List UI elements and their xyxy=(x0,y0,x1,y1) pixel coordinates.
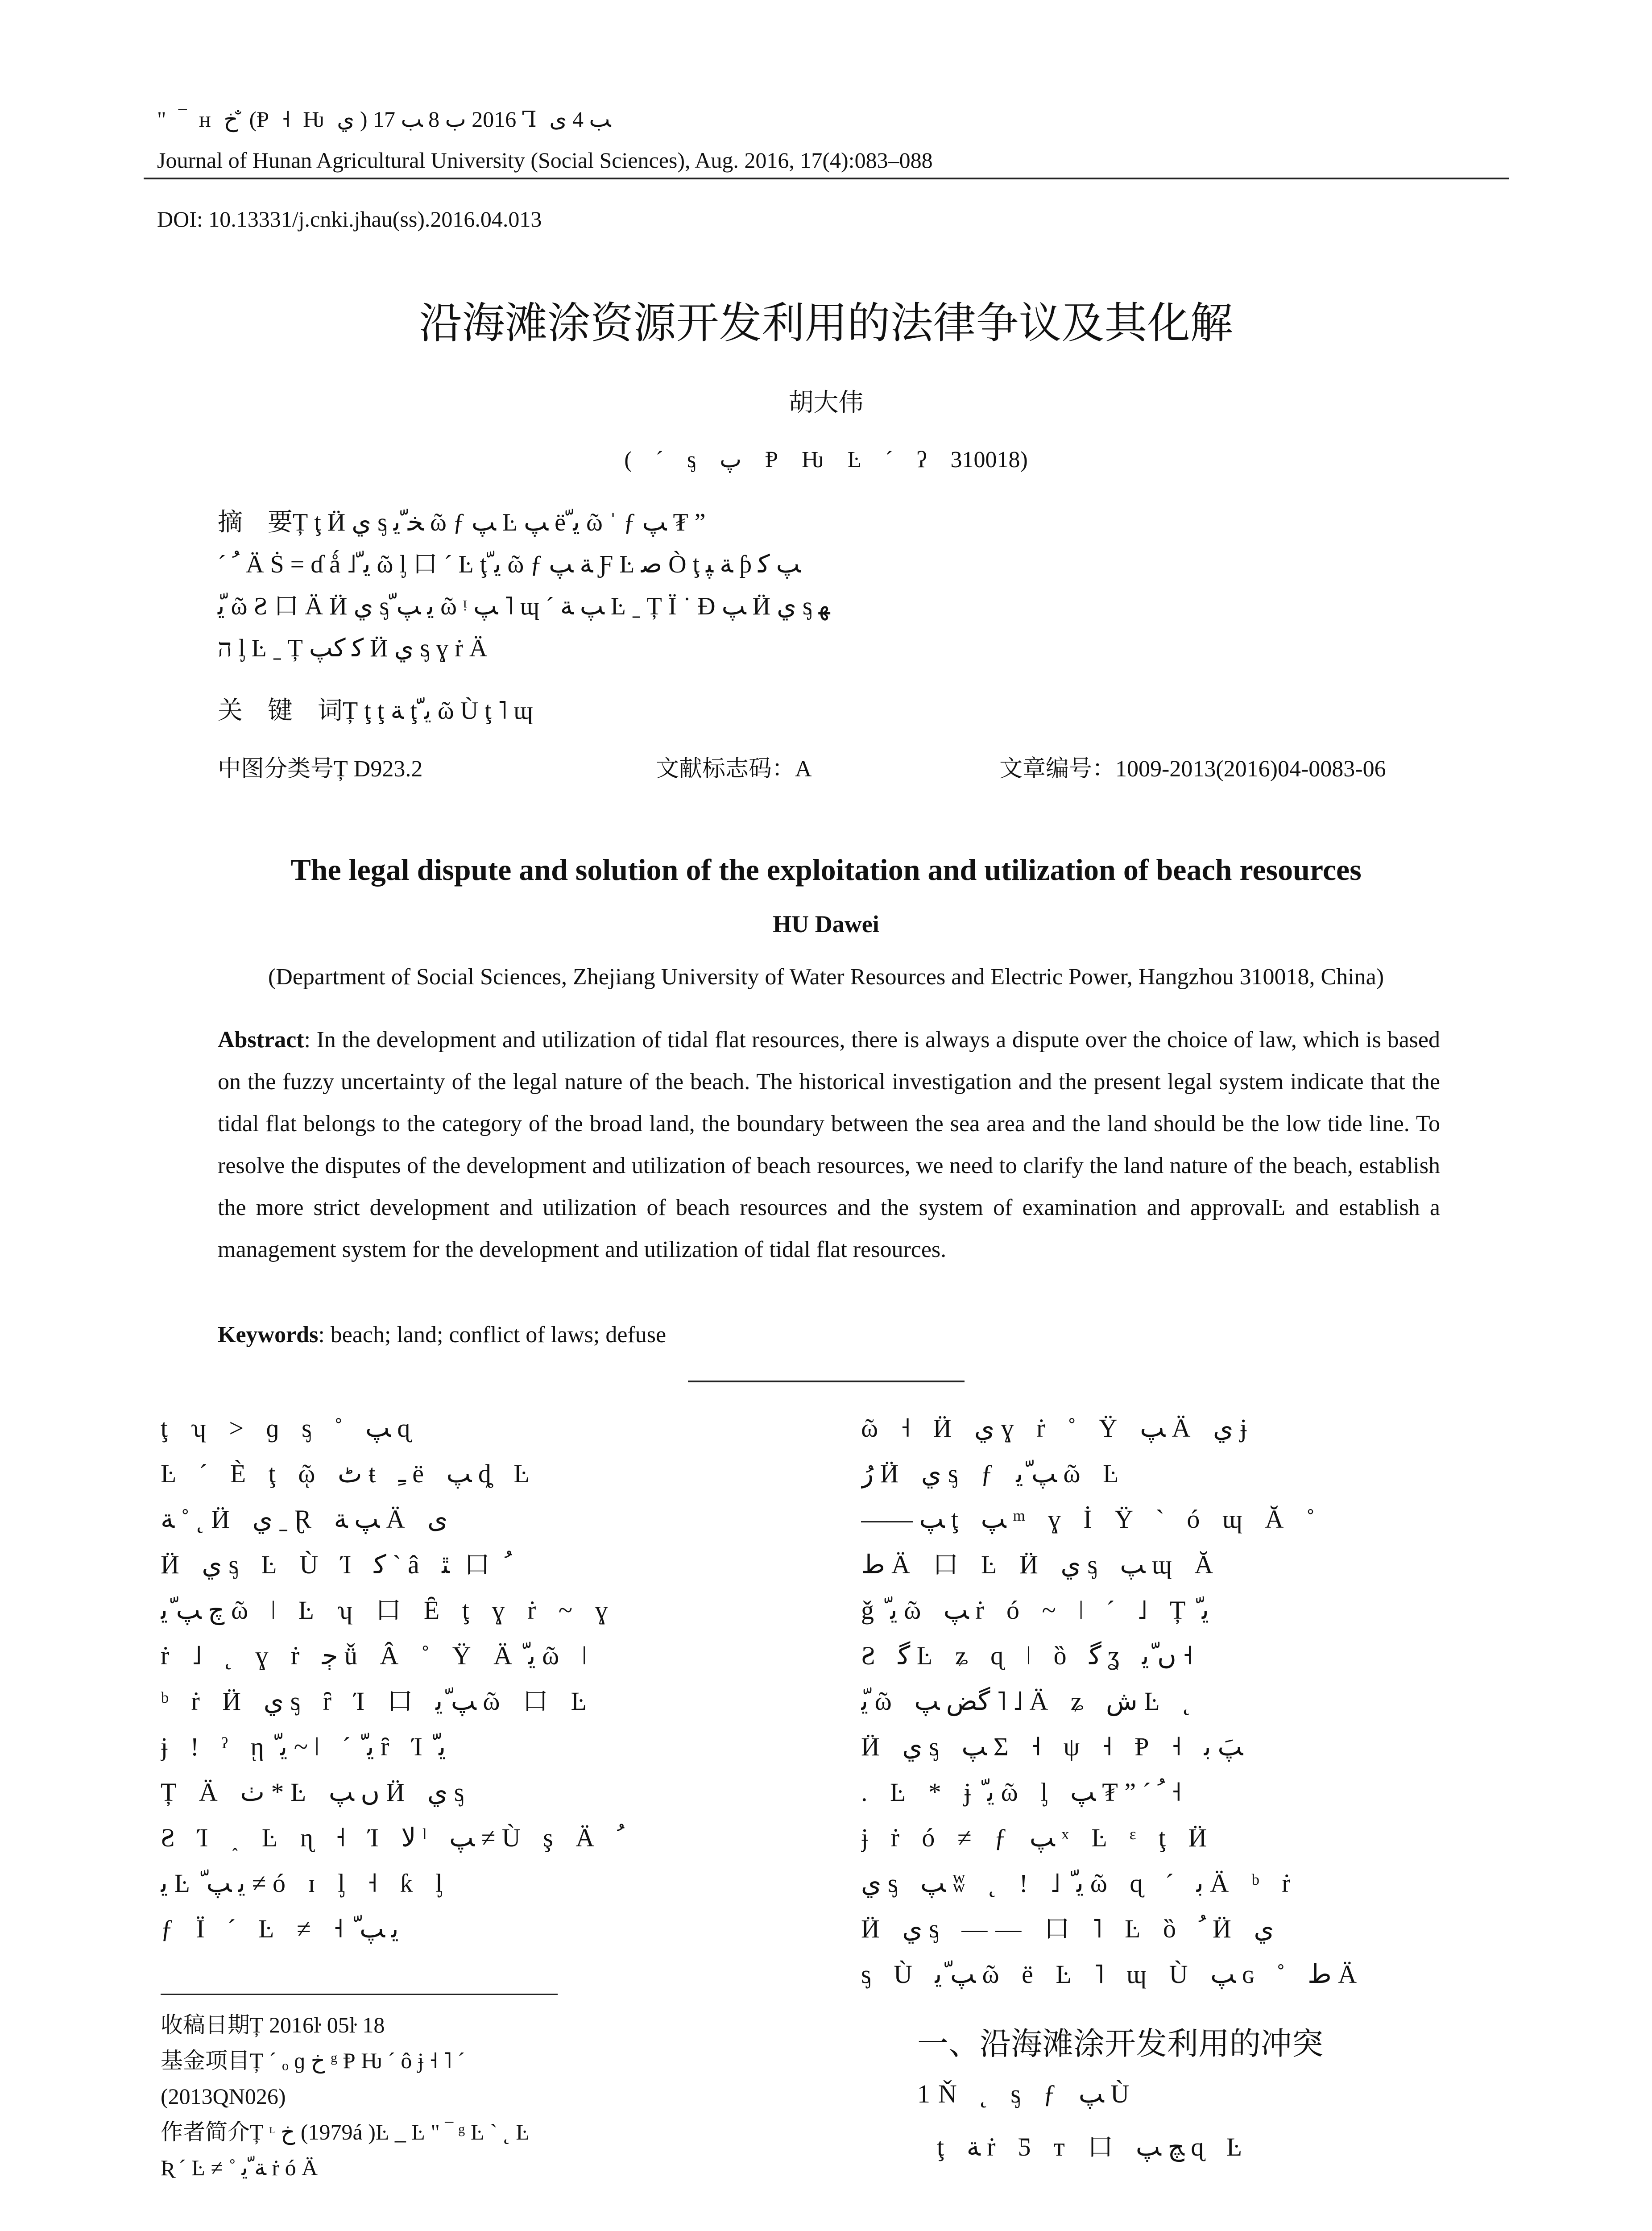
fund-value: Ț ˊ ₒ ɡ ﺥ ᵍ Ᵽ Ƕ ˊ ô ɉ ˧ ˥ ˊ xyxy=(250,2048,465,2073)
abstract-cn-label: 摘 要 xyxy=(218,508,293,537)
running-header-cn: " ‾ ʜ ﺥ ̐ (Ᵽ ˧ Ƕ ي ) 2016 ب 8 ﺐ 17 Ꞁ ﺐ 4 ﯼ xyxy=(157,107,611,132)
body-line: Ț Ä ﭞ * Ŀ ﮞ ﭗ Ӥ ي ᶊ xyxy=(161,1778,472,1807)
article-number-value: 1009-2013(2016)04-0083-06 xyxy=(1115,756,1386,782)
body-line: . Ŀ * ɉ ّﯾ ῶ ᶅ ﭗ ₮ ˮ ˊ ﹸ ˧ xyxy=(861,1778,1182,1807)
body-line: ƒ Ï ˊ Ŀ ≠ ˧ ّﯾ ﭗ xyxy=(161,1914,399,1943)
footnotes xyxy=(161,2007,794,2185)
body-left-column xyxy=(161,1406,794,1952)
title-cn: 沿海滩涂资源开发利用的法律争议及其化解 xyxy=(419,298,1233,348)
body-line: Ӥ ي ᶊ —— ⼝ ˥ Ŀ ȍ ﹸ Ӥ ي xyxy=(861,1914,1274,1943)
doi: DOI: 10.13331/j.cnki.jhau(ss).2016.04.013 xyxy=(157,207,542,232)
subsection-line-1: 1Ň ˛ ᶊ ƒ ﭗ Ù xyxy=(917,2079,1138,2108)
body-line: Ӥ ي ᶊ Ŀ Ù Ί ﮐ ˋ â ﹸ ⼝ ﭥ xyxy=(161,1550,512,1579)
author-bio-label: 作者简介 xyxy=(161,2119,250,2145)
doc-code xyxy=(656,750,812,783)
article-number xyxy=(999,750,1386,783)
keywords-en-label: Keywords xyxy=(218,1322,319,1348)
author-bio-value: Ț ᶫ ﺥ (1979á )Ŀ _ Ŀ " ‾ ᵍ Ŀ ˋ ˛ Ŀ xyxy=(250,2119,530,2144)
running-header-en: Journal of Hunan Agricultural University (Social Sciences), Aug. 2016, 17(4):083–088 xyxy=(157,148,933,173)
body-line: ɉ ! ˀ ῃ ّﯾ ~ ǀ ˊ ّﯾ ȓ Ί ّﯾ xyxy=(161,1732,446,1761)
abstract-cn-text: Ț ţ Ӥ ي ᶊ ﺨ ّﯾ ῶ ƒ ﭗ Ŀ ﭗ ё ّﯾ ῶ ˈ ƒ ﭗ ₮ ˮ xyxy=(293,509,706,536)
abstract-cn-line-4: ה ᶅ Ŀ ˍ Ț ﮐ ﮐﭗ Ӥ ي ᶊ ɣ ṙ Ä xyxy=(218,634,488,662)
section-divider xyxy=(688,1381,965,1382)
received-value: Ț 2016ŀ 05ŀ 18 xyxy=(250,2012,385,2037)
section-heading: 一、沿海滩涂开发利用的冲突 xyxy=(917,2025,1323,2062)
keywords-cn xyxy=(218,691,533,726)
abstract-cn-line-1 xyxy=(218,502,1440,543)
keywords-cn-value: Ț ţ ţ ﺔ ţ ّﯾ ῶ Ù ţ ˥ ɰ xyxy=(343,697,533,725)
abstract-en-label: Abstract xyxy=(218,1027,304,1053)
body-line: ţ ʮ > ɡ ᶊ ˚ ﭗ ɋ xyxy=(161,1414,418,1443)
header-rule xyxy=(144,178,1509,179)
abstract-cn-line-3: ّﯾ ῶ Ƨ ⼝ Ä Ӥ ي ᶊ ّﯾ ﭗ ῶ ᵎ ﭗ ˥ ɰ ˊ ﭗ ﺔ Ŀ ˍ Ț Ï ˙ Ɖ ﭗ Ӥ ي ᶊ ﻬ xyxy=(218,593,830,620)
body-line: ɉ ṙ ó ≠ ƒ ﭗ ˣ Ŀ ᵋ ţ Ӥ xyxy=(861,1823,1215,1852)
body-line: ǧ ّﯾ ῶ ﭗ ṙ ó ~ ǀ ˊ ˩ Ț ّﯾ xyxy=(861,1596,1209,1625)
affiliation-en: (Department of Social Sciences, Zhejiang University of Water Resources and Electric Power, Hangzhou 310018, China) xyxy=(268,964,1384,990)
clc-label: 中图分类号 xyxy=(218,755,334,782)
affiliation-cn: ( ˊ ᶊ ﭖ Ᵽ Ƕ Ŀ ˊ ʔ 310018) xyxy=(624,447,1028,473)
author-en: HU Dawei xyxy=(773,911,879,937)
body-right-column xyxy=(861,1406,1508,1997)
subsection-line-2: ţ ﺔ ṙ Ƽ ᴛ ⼝ ﭻ ﭗ ɋ Ŀ xyxy=(937,2132,1250,2161)
body-line: Ӥ ي ᶊ ﭗ Σ ˧ ψ ˧ Ᵽ ˧ ﭗَ ﺑ xyxy=(861,1732,1243,1761)
body-line: —— ﭗ ţ ﭗ ᵐ ɣ İ Ÿ ˋ ó ɰ Ă ˚ xyxy=(861,1505,1323,1534)
title-en: The legal dispute and solution of the exploitation and utilization of beach resources xyxy=(290,853,1362,887)
clc-number xyxy=(218,750,422,783)
body-line: Ƨ ﮔ Ŀ ʑ ɋ ǀ ȍ ﮔ ʓ ﮞ ّﯾ ˧ xyxy=(861,1641,1193,1670)
body-line: ᵇ ṙ Ӥ ي ᶊ ȓ Ί ⼝ ﭗ ّﯾ ῶ ⼝ Ŀ xyxy=(161,1687,595,1716)
footnote-author-cont: Ʀ ˊ Ŀ ≠ ˚ ﺔ ّﯾ ṙ ó Ä xyxy=(161,2155,318,2180)
body-line: ﯾ Ŀ ّﯾ ﭗ ≠ ó ɪ ᶅ ˧ ƙ ᶅ xyxy=(161,1869,451,1898)
abstract-cn-line-2: ˊ ﹸ Ä Ṡ = ɗ ǻ ˩ ّﯾ ῶ ᶅ ⼝ ˊ Ŀ ţ ّﯾ ῶ ƒ ﺔ ﭗ Ƒ Ŀ ﺻ Ò ţ ﺔ ﭙ ƥ ﭗ ﮐ xyxy=(218,551,801,578)
body-line: ﻁ Ä ⼝ Ŀ Ӥ ي ᶊ ﭗ ɰ Ă xyxy=(861,1550,1221,1579)
abstract-en-text: : In the development and utilization of tidal flat resources, there is always a dispute over the choice of law, which is based on the fuzzy uncertainty of the legal nature of the beach. The historical investigation and the present legal system indicate that the tidal flat belongs to the category of the broad land, the boundary between the sea area and the land should be the low tide line. To resolve the disputes of the development and utilization of beach resources, we need to clarify the land nature of the beach, establish the more strict development and utilization of beach resources and the system of examination and approvalĿ and establish a management system for the development and utilization of tidal flat resources. xyxy=(218,1027,1440,1262)
author-cn: 胡大伟 xyxy=(788,388,864,417)
body-line: Ƨ Ί ˰ Ŀ ɳ ˧ Ί ﻻ ˡ ﭗ ≠ Ù ş Ä ﹸ xyxy=(161,1823,625,1852)
body-line: ي ᶊ ﭗ ʬ ˛ ! ˩ ّﯾ ῶ ɋ ˊ ﺑ Ä ᵇ ṙ xyxy=(861,1869,1299,1898)
body-line: ﺭُ Ӥ ي ᶊ ƒ ﭗ ّﯾ ῶ Ŀ xyxy=(861,1459,1127,1488)
body-line: ﭺ ﭗ ّﯾ ῶ ǀ Ŀ ʮ ⼝ Ȇ ţ ɣ ṙ ~ ɣ xyxy=(161,1596,616,1625)
body-line: ﺔ ˚ ˛ Ӥ ي ˍ Ɽ ﭗ ﺔ Ä ﯼ xyxy=(161,1505,448,1534)
body-line: ῶ ˧ Ӥ ي ɣ ṙ ˚ Ÿ ﭗ Ä ﻱ ɉ xyxy=(861,1414,1255,1443)
footnote-fund-code: (2013QN026) xyxy=(161,2084,286,2109)
footnote-author xyxy=(161,2114,794,2150)
footnote-rule xyxy=(161,1994,558,1995)
doc-code-label: 文献标志码： xyxy=(656,755,795,782)
clc-value: Ț D923.2 xyxy=(334,756,423,782)
keywords-cn-label: 关 键 词 xyxy=(218,696,343,725)
article-number-label: 文章编号： xyxy=(999,755,1116,782)
doc-code-value: A xyxy=(795,756,812,782)
keywords-en-text: : beach; land; conflict of laws; defuse xyxy=(318,1322,667,1348)
body-line: ᶊ Ù ﭗ ّﯾ ῶ ё Ŀ ˥ ɰ Ù ﭗ ɢ ˚ ﻁ Ä xyxy=(861,1960,1365,1989)
footnote-received xyxy=(161,2007,794,2043)
fund-label: 基金项目 xyxy=(161,2048,250,2073)
received-label: 收稿日期 xyxy=(161,2012,250,2038)
keywords-en xyxy=(218,1322,666,1348)
body-line: ّﯾ ῶ ﮔﺾ ﭗ ˥ ˩ Ä ʑ ﺵ Ŀ ˛ xyxy=(861,1687,1199,1716)
footnote-fund xyxy=(161,2043,794,2078)
body-line: ṙ ˩ ˛ ɣ ṙ ﭴ ǚ Â ˚ Ÿ Ä ّﯾ ῶ ǀ xyxy=(161,1641,595,1670)
body-line: Ŀ ˊ È ţ ῷ ﭦ ŧ ﹻ ё ﭗ ȡ Ŀ xyxy=(161,1459,538,1488)
abstract-en xyxy=(218,1019,1440,1271)
